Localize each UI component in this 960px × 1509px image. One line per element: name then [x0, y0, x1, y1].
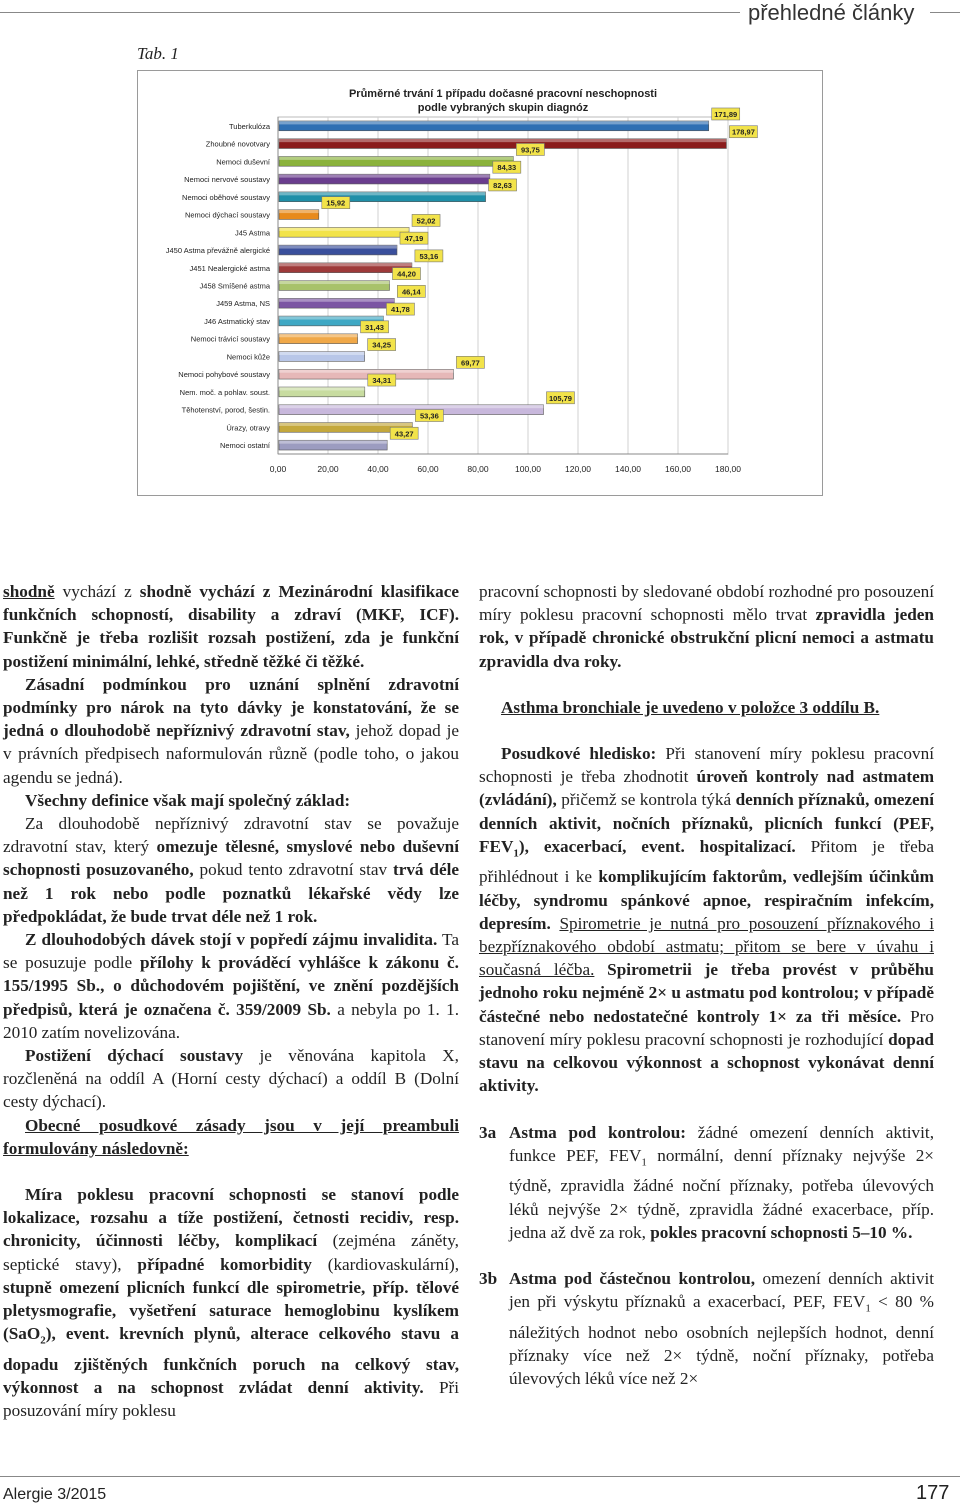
text-run: , o důchodovém pojištění, ve znění pozdějších předpisů, která je označena č. 359/2009 Sb. — [3, 976, 459, 1019]
category-label: Těhotenství, porod, šestin. — [181, 405, 270, 415]
x-tick-label: 120,00 — [565, 464, 591, 474]
subscript: 1 — [513, 847, 519, 860]
value-label: 47,19 — [404, 234, 424, 244]
x-tick-label: 140,00 — [615, 464, 641, 474]
value-label: 15,92 — [326, 198, 346, 208]
value-label: 52,02 — [416, 216, 436, 226]
value-label: 43,27 — [394, 429, 414, 439]
paragraph-mkf — [3, 580, 459, 673]
chart-title: Průměrné trvání 1 případu dočasné pracovní neschopnosti — [348, 88, 658, 100]
text-run: Míra poklesu pracovní schopnosti se stanoví podle lokalizace, rozsahu a tíže postižení, četnosti recidiv, resp. chronicity, účinnosti léčby, komplikací — [3, 1185, 459, 1251]
text-run: úroveň kontroly nad astmatem (zvládání), — [479, 767, 935, 810]
table-label: Tab. 1 — [137, 44, 179, 63]
text-run: Postižení dýchací soustavy — [25, 1046, 244, 1066]
text-run: shodně vychází z Mezinárodní klasifikace funkčních schopností, disability a zdraví (MKF, ICF). Funkčně je třeba rozlišit rozsah postižení, zda je funkční postižení minimální, lehké, středně těžké či těžké. — [3, 582, 459, 671]
value-label: 41,78 — [391, 305, 410, 315]
subscript: 1 — [641, 1156, 647, 1169]
value-label: 53,16 — [419, 251, 439, 261]
journal-name: Alergie 3/2015 — [3, 1486, 107, 1503]
bar-highlight — [279, 405, 543, 408]
spacer — [3, 1160, 459, 1183]
text-run: Spirometrie je nutná pro posouzení příznakového i bezpříznakového období astmatu; přitom se bere v úvahu i současná léčba. — [479, 913, 934, 980]
text-run: přílohy k prováděcí vyhlášce k zákonu č. 155/1995 Sb. — [3, 953, 459, 996]
bar-highlight — [279, 352, 365, 355]
text-run: denních příznaků, omezení denních aktivit, nočních příznaků, plicních funkcí (PEF, FEV — [479, 790, 934, 856]
paragraph-definitions-heading: Všechny definice však mají společný základ: — [25, 790, 351, 810]
bar-highlight — [279, 174, 490, 177]
category-label: J451 Nealergické astma — [189, 263, 270, 273]
item-number: 3a — [479, 1122, 497, 1142]
text-run: Zásadní podmínkou pro uznání splnění zdravotní podmínky pro nárok na tyto dávky je konstatování, že se jedná o dlouhodobě nepříznivý zdravotní stav, — [3, 674, 459, 741]
bar-highlight — [279, 298, 394, 301]
value-label: 69,77 — [461, 358, 480, 368]
category-label: J459 Astma, NS — [216, 299, 270, 309]
paragraph-respiratory — [3, 1044, 459, 1114]
text-run: pracovní schopnosti by sledované období rozhodné pro posouzení míry poklesu pracovní schopnosti mělo trvat — [479, 582, 934, 625]
text-run: jehož dopad je v právních předpisech naformulován různě (podle toho, o jakou agendu se jedná). — [3, 721, 459, 787]
value-label: 31,43 — [365, 322, 384, 332]
right-column — [479, 580, 934, 1390]
value-label: 34,31 — [372, 376, 392, 386]
text-run: (kardiovaskulární), — [311, 1254, 459, 1274]
list-item-3a — [479, 1121, 934, 1244]
bar-highlight — [279, 263, 412, 266]
paragraph-principles — [3, 1183, 459, 1422]
paragraph-definition — [3, 812, 459, 928]
bar-highlight — [279, 227, 409, 230]
category-label: Nemoci kůže — [226, 352, 270, 362]
text-run: vychází z — [54, 582, 140, 601]
bar-chart — [138, 71, 824, 497]
spacer — [479, 1244, 934, 1267]
text-run: je věnována kapitola X, rozčleněná na oddíl A (Horní cesty dýchací) a oddíl B (Dolní cesty dýchací). — [3, 1046, 459, 1112]
left-column — [3, 580, 459, 1423]
text-run: trvá déle než 1 rok nebo podle poznatků lékařské vědy lze předpokládat, že bude trvat déle než 1 rok. — [3, 860, 459, 926]
value-label: 34,25 — [372, 340, 392, 350]
category-label: Úrazy, otravy — [226, 423, 270, 433]
value-label: 105,79 — [548, 393, 572, 403]
spacer — [479, 1098, 934, 1121]
item-text — [509, 1121, 934, 1244]
text-run: Astma pod kontrolou: — [509, 1122, 686, 1142]
text-run: Astma pod částečnou kontrolou, — [509, 1268, 756, 1288]
text-run: (zejména záněty, septické stavy), — [3, 1231, 459, 1274]
paragraph-asthma-item: Asthma bronchiale je uvedeno v položce 3 oddílu B. — [501, 697, 880, 717]
paragraph-condition — [3, 673, 459, 789]
bar-highlight — [279, 316, 383, 319]
text-run: žádné omezení denních aktivit, funkce PEF, FEV — [509, 1122, 934, 1165]
text-run: Z dlouhodobých dávek stojí v popředí zájmu invalidita. — [25, 930, 438, 950]
paragraph-period — [479, 580, 934, 673]
category-label: Nemoci ostatní — [219, 441, 270, 451]
category-label: Nemoci pohybové soustavy — [178, 370, 270, 380]
bar-highlight — [279, 245, 397, 248]
text-run: a nebyla po 1. 1. 2010 zatím novelizována. — [3, 999, 459, 1042]
value-label: 84,33 — [497, 163, 517, 173]
header-rule — [0, 12, 740, 13]
text-run: ), exacerbací, event. hospitalizací. — [518, 836, 796, 856]
text-run: Posudkové hledisko: — [501, 744, 657, 764]
text-run: omezuje tělesné, smyslové nebo duševní schopnosti posuzovaného, — [3, 837, 459, 880]
text-run: Při posuzování míry poklesu — [3, 1378, 459, 1421]
chart-frame — [137, 70, 823, 496]
value-label: 93,75 — [520, 145, 540, 155]
category-label: Nemoci duševní — [216, 157, 270, 167]
text-run: shodně — [3, 582, 55, 601]
category-label: Zhoubné novotvary — [205, 139, 270, 149]
value-label: 44,20 — [397, 269, 416, 279]
bar-highlight — [279, 423, 412, 426]
x-tick-label: 160,00 — [665, 464, 691, 474]
category-label: J46 Astmatický stav — [204, 316, 270, 326]
bar-highlight — [279, 192, 486, 195]
section-title: přehledné články — [748, 0, 915, 25]
category-label: Tuberkulóza — [229, 121, 270, 131]
bar-highlight — [279, 210, 319, 213]
x-tick-label: 100,00 — [515, 464, 541, 474]
text-run: případné komorbidity — [137, 1254, 312, 1274]
item-number: 3b — [479, 1268, 498, 1288]
value-label: 171,89 — [714, 109, 738, 119]
spacer — [479, 719, 934, 742]
x-tick-label: 80,00 — [467, 464, 489, 474]
category-label: J45 Astma — [234, 228, 270, 238]
subscript: 1 — [865, 1302, 871, 1315]
text-run: zpravidla jeden rok, v případě chronické obstrukční plicní nemoci a astmatu zpravidla dva roky. — [479, 605, 934, 671]
text-run: Při stanovení míry poklesu pracovní schopnosti je třeba zhodnotit — [479, 744, 934, 787]
header-rule-right — [930, 12, 960, 13]
category-label: Nemoci oběhové soustavy — [182, 192, 270, 202]
text-run: přičemž se kontrola týká — [556, 790, 736, 810]
paragraph-preamble: Obecné posudkové zásady jsou v její preambuli formulovány následovně: — [3, 1115, 459, 1158]
bar-highlight — [279, 369, 453, 372]
text-run: dopad stavu na celkovou výkonnost a schopnost vykonávat denní aktivity. — [479, 1029, 934, 1096]
bar-highlight — [279, 334, 358, 337]
value-label: 46,14 — [401, 287, 421, 297]
text-run: stupně omezení plicních funkcí dle spirometrie, příp. tělové pletysmografie, vyšetření saturace hemoglobinu kyslíkem (SaO — [3, 1277, 459, 1344]
category-label: J458 Smíšené astma — [199, 281, 270, 291]
category-label: J450 Astma převážně alergické — [165, 246, 270, 256]
category-label: Nemoci nervové soustavy — [184, 175, 270, 185]
text-run: pokud tento zdravotní stav — [193, 860, 393, 880]
bar-highlight — [279, 121, 709, 124]
x-tick-label: 20,00 — [317, 464, 339, 474]
x-tick-label: 60,00 — [417, 464, 439, 474]
paragraph-assessment — [479, 742, 934, 1097]
bar-highlight — [279, 440, 387, 443]
bar-highlight — [279, 387, 365, 390]
value-label: 53,36 — [420, 411, 439, 421]
paragraph-invalidity — [3, 928, 459, 1044]
x-tick-label: 180,00 — [715, 464, 741, 474]
bar-highlight — [279, 281, 390, 284]
text-run: Ta se posuzuje podle — [3, 930, 459, 973]
text-run: Spirometrii je třeba provést v průběhu jednoho roku nejméně 2× u astmatu pod kontrolou; v případě částečné nebo nedostatečné kontroly 1× za tři měsíce. — [479, 960, 934, 1026]
page-number: 177 — [916, 1482, 950, 1504]
text-run: pokles pracovní schopnosti 5–10 %. — [650, 1222, 913, 1242]
text-run: normální, denní příznaky nejvýše 2× týdně, zpravidla žádné noční příznaky, potřeba úlevových léků nejvýše 2× týdně, zpravidla žádné exacerbace, příp. jedna až dvě za rok, — [509, 1145, 934, 1242]
text-run: Přitom je třeba přihlédnout i ke — [479, 836, 934, 887]
item-text — [509, 1267, 934, 1390]
x-tick-label: 40,00 — [367, 464, 389, 474]
category-label: Nemoci trávicí soustavy — [190, 334, 270, 344]
text-run: Za dlouhodobě nepříznivý zdravotní stav se považuje zdravotní stav, který — [3, 814, 459, 857]
list-item-3b — [479, 1267, 934, 1390]
chart-title: podle vybraných skupin diagnóz — [417, 102, 589, 114]
bar-highlight — [279, 156, 513, 159]
bar-highlight — [279, 139, 726, 142]
text-run: Pro stanovení míry poklesu pracovní schopnosti je rozhodující — [479, 1006, 934, 1049]
subscript: 2 — [40, 1334, 46, 1347]
footer-rule — [0, 1476, 960, 1477]
category-label: Nemoci dýchací soustavy — [184, 210, 270, 220]
value-label: 178,97 — [731, 127, 755, 137]
text-run: < 80 % náležitých hodnot nebo osobních nejlepších hodnot, denní příznaky více než 2× týdně, noční příznaky, potřeba úlevových léků více než 2× — [509, 1292, 935, 1389]
category-label: Nem. moč. a pohlav. soust. — [179, 387, 270, 397]
text-run: omezení denních aktivit jen při výskytu příznaků a exacerbací, PEF, FEV — [509, 1268, 935, 1312]
text-run: komplikujícím faktorům, vedlejším účinkům léčby, syndromu spánkové apnoe, respiračním infekcím, depresím. — [479, 867, 934, 933]
x-tick-label: 0,00 — [269, 464, 287, 474]
text-run: ), event. krevních plynů, alterace celkového stavu a dopadu zjištěných funkčních poruch na celkový stav, výkonnost a na schopnost zvládat denní aktivity. — [3, 1324, 459, 1398]
value-label: 82,63 — [493, 180, 512, 190]
spacer — [479, 673, 934, 696]
